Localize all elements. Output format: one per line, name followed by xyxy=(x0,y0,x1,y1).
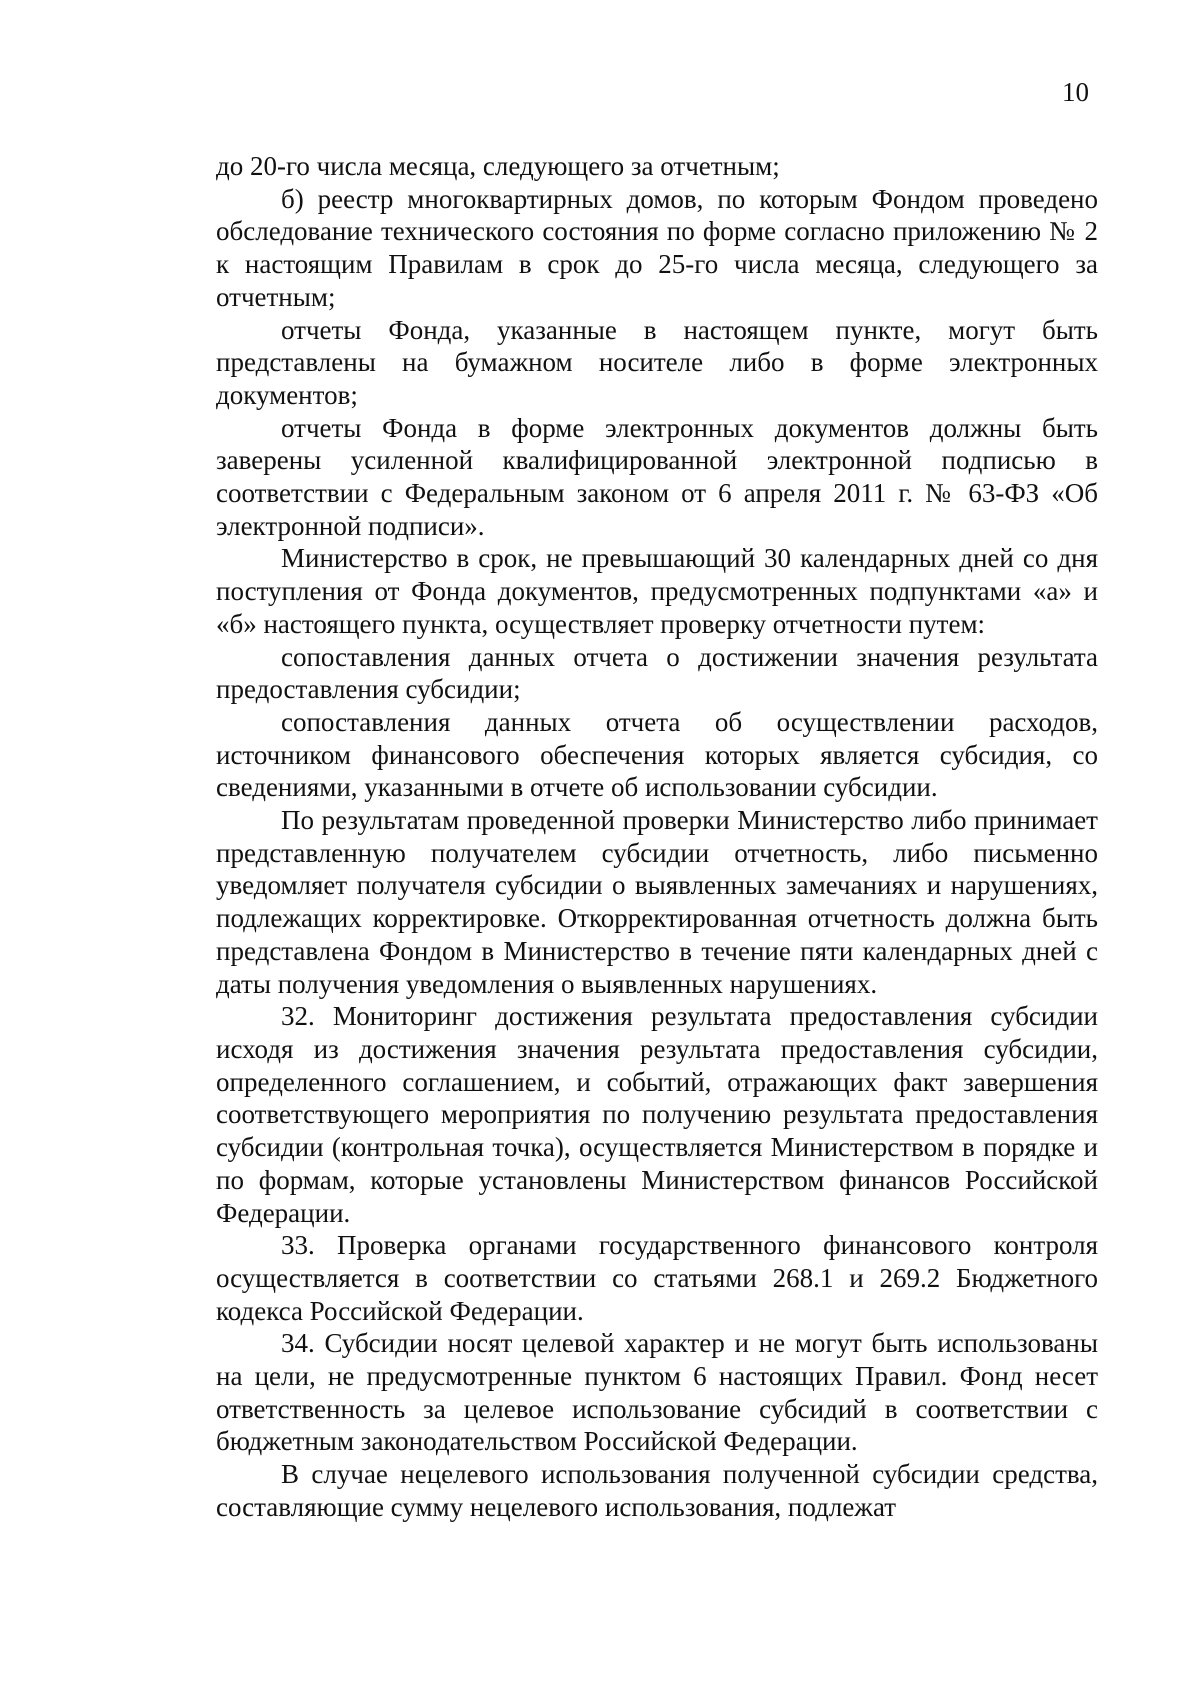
paragraph-report-format: отчеты Фонда, указанные в настоящем пункте, могут быть представлены на бумажном носителе либо в форме электронных документов; xyxy=(216,314,1098,410)
paragraph-compare-result: сопоставления данных отчета о достижении значения результата предоставления субсидии; xyxy=(216,641,1098,705)
paragraph-check-results: По результатам проведенной проверки Министерство либо принимает представленную получателем субсидии отчетность, либо письменно уведомляет получателя субсидии о выявленных замечаниях и нарушениях, подлежащих корректировке. Откорректированная отчетность должна быть представлена Фондом в Министерство в течение пяти календарных дней с даты получения уведомления о выявленных нарушениях. xyxy=(216,805,1098,999)
paragraph-ministry-check: Министерство в срок, не превышающий 30 календарных дней со дня поступления от Фонда документов, предусмотренных подпунктами «а» и «б» настоящего пункта, осуществляет проверку отчетности путем: xyxy=(216,543,1098,639)
paragraph-item-32: 32. Мониторинг достижения результата предоставления субсидии исходя из достижения значения результата предоставления субсидии, определенного соглашением, и событий, отражающих факт завершения соответствующего мероприятия по получению результата предоставления субсидии (контрольная точка), осуществляется Министерством в порядке и по формам, которые установлены Министерством финансов Российской Федерации. xyxy=(216,1001,1098,1228)
page-number: 10 xyxy=(1062,77,1089,107)
paragraph-item-34: 34. Субсидии носят целевой характер и не могут быть использованы на цели, не предусмотренные пунктом 6 настоящих Правил. Фонд несет ответственность за целевое использование субсидий в соответствии с бюджетным законодательством Российской Федерации. xyxy=(216,1328,1098,1457)
document-body xyxy=(216,150,1098,1524)
paragraph-electronic-signature: отчеты Фонда в форме электронных документов должны быть заверены усиленной квалифицированной электронной подписью в соответствии с Федеральным законом от 6 апреля 2011 г. № 63-ФЗ «Об электронной подписи». xyxy=(216,412,1098,541)
paragraph-misuse: В случае нецелевого использования полученной субсидии средства, составляющие сумму нецелевого использования, подлежат xyxy=(216,1459,1098,1522)
paragraph-compare-expenses: сопоставления данных отчета об осуществлении расходов, источником финансового обеспечения которых является субсидия, со сведениями, указанными в отчете об использовании субсидии. xyxy=(216,706,1098,803)
paragraph-registry: б) реестр многоквартирных домов, по которым Фондом проведено обследование технического состояния по форме согласно приложению № 2 к настоящим Правилам в срок до 25-го числа месяца, следующего за отчетным; xyxy=(216,183,1098,312)
paragraph-continuation: до 20-го числа месяца, следующего за отчетным; xyxy=(216,151,780,181)
paragraph-item-33: 33. Проверка органами государственного финансового контроля осуществляется в соответствии со статьями 268.1 и 269.2 Бюджетного кодекса Российской Федерации. xyxy=(216,1230,1098,1326)
